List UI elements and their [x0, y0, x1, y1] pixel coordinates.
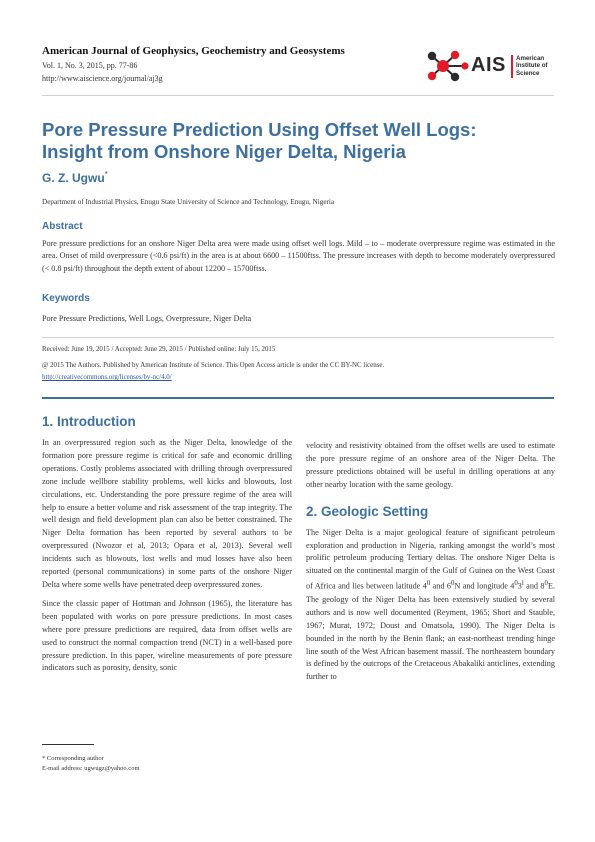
- keywords-heading: Keywords: [42, 293, 90, 304]
- logo-acronym: AIS: [471, 54, 506, 76]
- volume-line: Vol. 1, No. 3, 2015, pp. 77-86: [42, 61, 138, 70]
- section-rule: [42, 397, 554, 399]
- geology-heading: 2. Geologic Setting: [306, 503, 429, 519]
- journal-url[interactable]: http://www.aiscience.org/journal/aj3g: [42, 74, 163, 83]
- intro-heading: 1. Introduction: [42, 414, 136, 429]
- dates-rule: [42, 337, 554, 338]
- footnote-corresponding: * Corresponding author: [42, 755, 104, 762]
- journal-title: American Journal of Geophysics, Geochemistry and Geosystems: [42, 45, 345, 57]
- author-name: G. Z. Ugwu*: [42, 170, 108, 185]
- license-text: @ 2015 The Authors. Published by American Institute of Science. This Open Access article is under the CC BY-NC license.: [42, 362, 385, 369]
- abstract-heading: Abstract: [42, 221, 83, 232]
- paper-title: Pore Pressure Prediction Using Offset Well Logs: Insight from Onshore Niger Delta, Nigeria: [42, 119, 477, 162]
- ais-logo: [425, 49, 555, 83]
- left-column: [42, 414, 292, 681]
- keywords-text: Pore Pressure Predictions, Well Logs, Overpressure, Niger Delta: [42, 314, 252, 323]
- footnote-email: E-mail address: ugwugz@yahoo.com: [42, 765, 140, 772]
- ais-molecule-icon: [425, 49, 471, 83]
- logo-divider: [511, 55, 513, 78]
- intro-paragraph-3: velocity and resistivity obtained from the offset wells are used to estimate the pore pressure regime of an onshore area of the Niger Delta. The pressure predictions obtained will be useful in drilling operations at any other nearby location with the same geology.: [306, 441, 555, 489]
- geology-paragraph: The Niger Delta is a major geological feature of significant petroleum exploration and production in Nigeria, ranking amongst the world’s most prolific petroleum producing Tertiary deltas. The onshore Niger Delta is situated on the continental margin of the Gulf of Guinea on the West Coast of Africa and lies between latitude $4^0$ and $6^0N$ and longitude $4^03^l$ and $8^0E$. The geology of the Niger Delta has been extensively studied by several authors and is now well documented (Reyment, 1965; Short and Stauble, 1967; Murat, 1972; Doust and Omatsola, 1990). The Niger Delta is bounded in the north by the Benin flank; an east-northeast trending hinge line south of the West African basement massif. The northeastern boundary is defined by the outcrops of the Cretaceous Abakaliki anticlines, extending further to: [306, 527, 555, 682]
- intro-paragraph-1: In an overpressured region such as the Niger Delta, knowledge of the formation pore pressure regime is critical for safe and economic drilling operations. Costly problems associated with drilling through overpressured zone include wellbore stability problems, well kicks and blowouts, lost circulations, etc. Understanding the pore pressure regime of the area will help to ensure a better volume and risk assessment of the trap integrity. The well design and field development plan can also be better constrained. The Niger Delta formation has been reported by several authors to be overpressured (Nwozor et al, 2013; Opara et al, 2013). Several well incidents such as blowouts, lost wells and mud losses have also been reported (personal communications) in some parts of the onshore Niger Delta where some wells have penetrated deep overpressured zones.: [42, 438, 292, 589]
- abstract-text: Pore pressure predictions for an onshore Niger Delta area were made using offset well logs. Mild – to – moderate overpressure regime was estimated in the area. Onset of mild overpressure (<0.6 psi/ft) in the area is at about 6600 – 11500ftss. The pressure increases with depth to become moderately overpressured (< 0.8 psi/ft) throughout the depth extent of about 12200 – 15700ftss.: [42, 239, 555, 273]
- header-rule: [42, 95, 554, 96]
- footnote-rule: [42, 744, 94, 745]
- license-link[interactable]: http://creativecommons.org/licenses/by-nc/4.0/: [42, 374, 172, 381]
- right-column: [306, 440, 555, 690]
- dates-line: Received: June 19, 2015 / Accepted: June 29, 2015 / Published online: July 15, 2015: [42, 346, 276, 353]
- intro-paragraph-2: Since the classic paper of Hottman and Johnson (1965), the literature has been populated with works on pore pressure predictions. In most cases where pore pressure predictions are required, data from offset wells are used to construct the normal compaction trend (NCT) in a well-based pore pressure prediction. In this paper, wireline measurements of pore pressure indicators such as porosity, density, sonic: [42, 598, 292, 673]
- logo-text: American Institute of Science: [516, 55, 548, 77]
- affiliation: Department of Industrial Physics, Enugu State University of Science and Technology, Enugu, Nigeria: [42, 198, 335, 206]
